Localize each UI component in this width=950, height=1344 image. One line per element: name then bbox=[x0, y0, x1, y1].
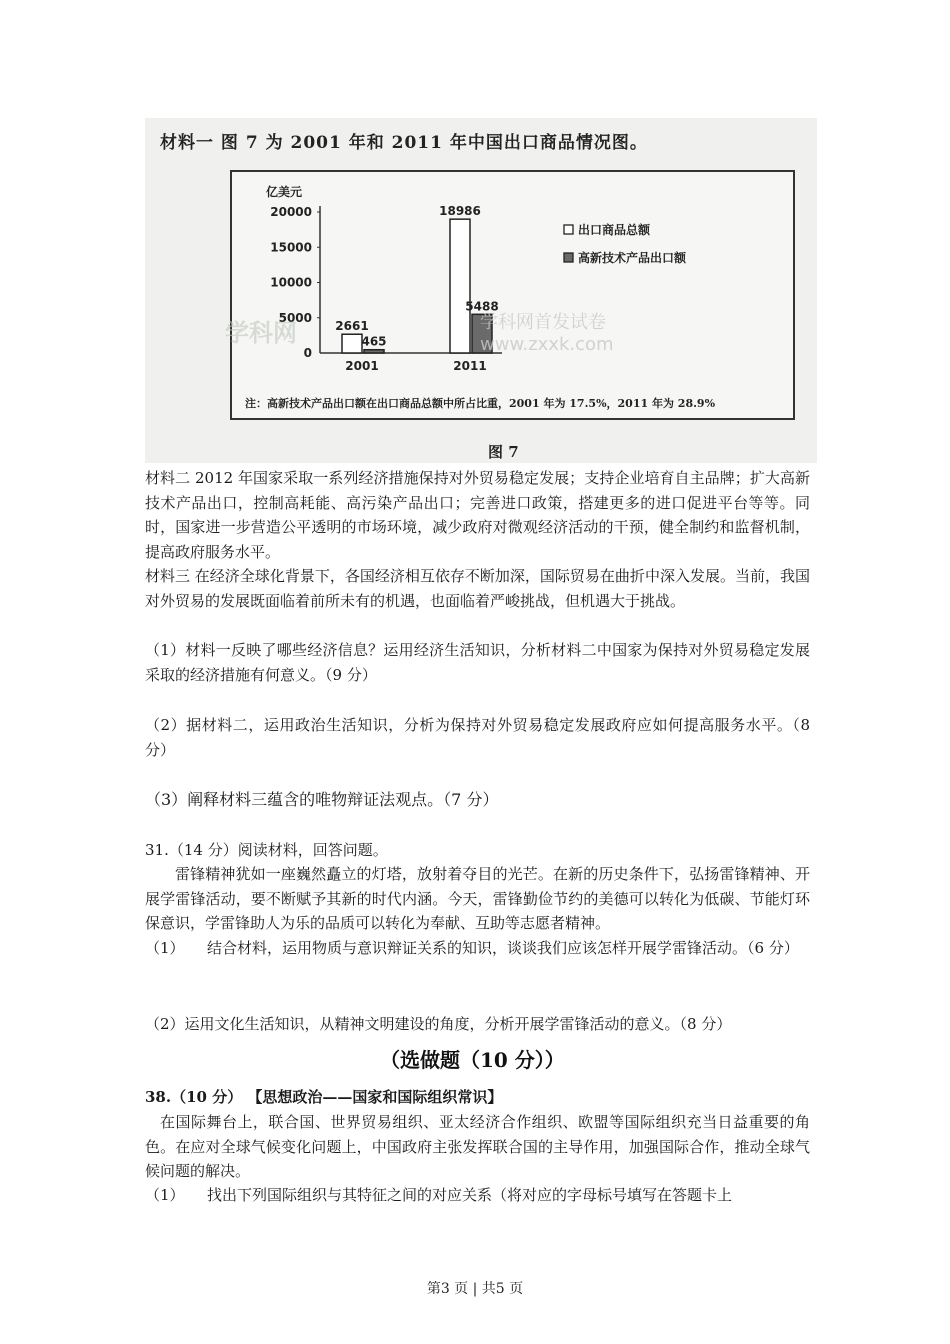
watermark-logo: 学科网 bbox=[225, 319, 297, 347]
chart-frame bbox=[230, 170, 795, 420]
question30-1: （1）材料一反映了哪些经济信息？运用经济生活知识，分析材料二中国家为保持对外贸易稳定发展采取的经济措施有何意义。（9 分） bbox=[145, 641, 810, 684]
watermark bbox=[480, 312, 614, 356]
page-footer: 第3 页 | 共5 页 bbox=[426, 1281, 524, 1297]
bar-data-label: 5488 bbox=[465, 299, 499, 314]
legend-swatch bbox=[564, 225, 573, 234]
figure-caption: 图 7 bbox=[488, 443, 519, 461]
question38-head: 38.（10 分） 【思想政治——国家和国际组织常识】 bbox=[145, 1088, 503, 1106]
chart-ylabel: 亿美元 bbox=[266, 185, 303, 199]
legend-swatch bbox=[564, 253, 573, 262]
legend-label: 高新技术产品出口额 bbox=[578, 251, 687, 265]
material2-text: 材料二 2012 年国家采取一系列经济措施保持对外贸易稳定发展；支持企业培育自主品牌；扩大高新技术产品出口，控制高耗能、高污染产品出口；完善进口政策，搭建更多的进口促进平台等等。同时，国家进一步营造公平透明的市场环境，减少政府对微观经济活动的干预，健全制约和监督机制，提高政府服务水平。 bbox=[145, 469, 810, 561]
material3-text: 材料三 在经济全球化背景下，各国经济相互依存不断加深，国际贸易在曲折中深入发展。当前，我国对外贸易的发展既面临着前所未有的机遇，也面临着严峻挑战，但机遇大于挑战。 bbox=[145, 567, 810, 610]
bar-data-label: 465 bbox=[361, 334, 387, 349]
question31-2: （2）运用文化生活知识，从精神文明建设的角度，分析开展学雷锋活动的意义。（8 分） bbox=[145, 1015, 732, 1033]
y-tick-label: 20000 bbox=[270, 205, 312, 219]
watermark-url: www.zxxk.com bbox=[480, 334, 614, 355]
bar-2011-0 bbox=[450, 219, 470, 353]
question31-body: 雷锋精神犹如一座巍然矗立的灯塔，放射着夺目的光芒。在新的历史条件下，弘扬雷锋精神、开展学雷锋活动，要不断赋予其新的时代内涵。今天，雷锋勤俭节约的美德可以转化为低碳、节能灯环保意识，学雷锋助人为乐的品质可以转化为奉献、互助等志愿者精神。 bbox=[145, 865, 810, 932]
y-tick-label: 0 bbox=[303, 346, 312, 360]
question30-3: （3）阐释材料三蕴含的唯物辩证法观点。（7 分） bbox=[145, 790, 499, 809]
legend-label: 出口商品总额 bbox=[578, 223, 651, 237]
bar-2001-0 bbox=[342, 334, 362, 353]
bar-data-label: 18986 bbox=[439, 204, 481, 219]
question31-head: 31.（14 分）阅读材料，回答问题。 bbox=[145, 841, 388, 859]
y-tick-label: 5000 bbox=[278, 310, 312, 325]
y-tick-label: 10000 bbox=[270, 275, 312, 290]
optional-section-title: （选做题（10 分）） bbox=[380, 1048, 565, 1072]
x-tick-label: 2001 bbox=[345, 359, 379, 373]
question30-2: （2）据材料二，运用政治生活知识，分析为保持对外贸易稳定发展政府应如何提高服务水平。（8 分） bbox=[145, 716, 810, 759]
y-tick-label: 15000 bbox=[270, 240, 312, 255]
watermark-text: 学科网首发试卷 bbox=[480, 312, 606, 333]
x-tick-label: 2011 bbox=[453, 359, 487, 373]
question38-1: （1） 找出下列国际组织与其特征之间的对应关系（将对应的字母标号填写在答题卡上 bbox=[145, 1186, 733, 1204]
material1-title: 材料一 图 7 为 2001 年和 2011 年中国出口商品情况图。 bbox=[160, 133, 648, 153]
question31-1: （1） 结合材料，运用物质与意识辩证关系的知识，谈谈我们应该怎样开展学雷锋活动。（6 分） bbox=[145, 939, 799, 957]
bar-2001-1 bbox=[364, 350, 384, 353]
chart-note: 注：高新技术产品出口额在出口商品总额中所占比重，2001 年为 17.5%，2011 年为 28.9% bbox=[245, 397, 716, 410]
bar-data-label: 2661 bbox=[335, 319, 369, 334]
export-chart bbox=[232, 172, 793, 418]
question38-body: 在国际舞台上，联合国、世界贸易组织、亚太经济合作组织、欧盟等国际组织充当日益重要的角色。在应对全球气候变化问题上，中国政府主张发挥联合国的主导作用，加强国际合作，推动全球气候问题的解决。 bbox=[145, 1113, 810, 1180]
